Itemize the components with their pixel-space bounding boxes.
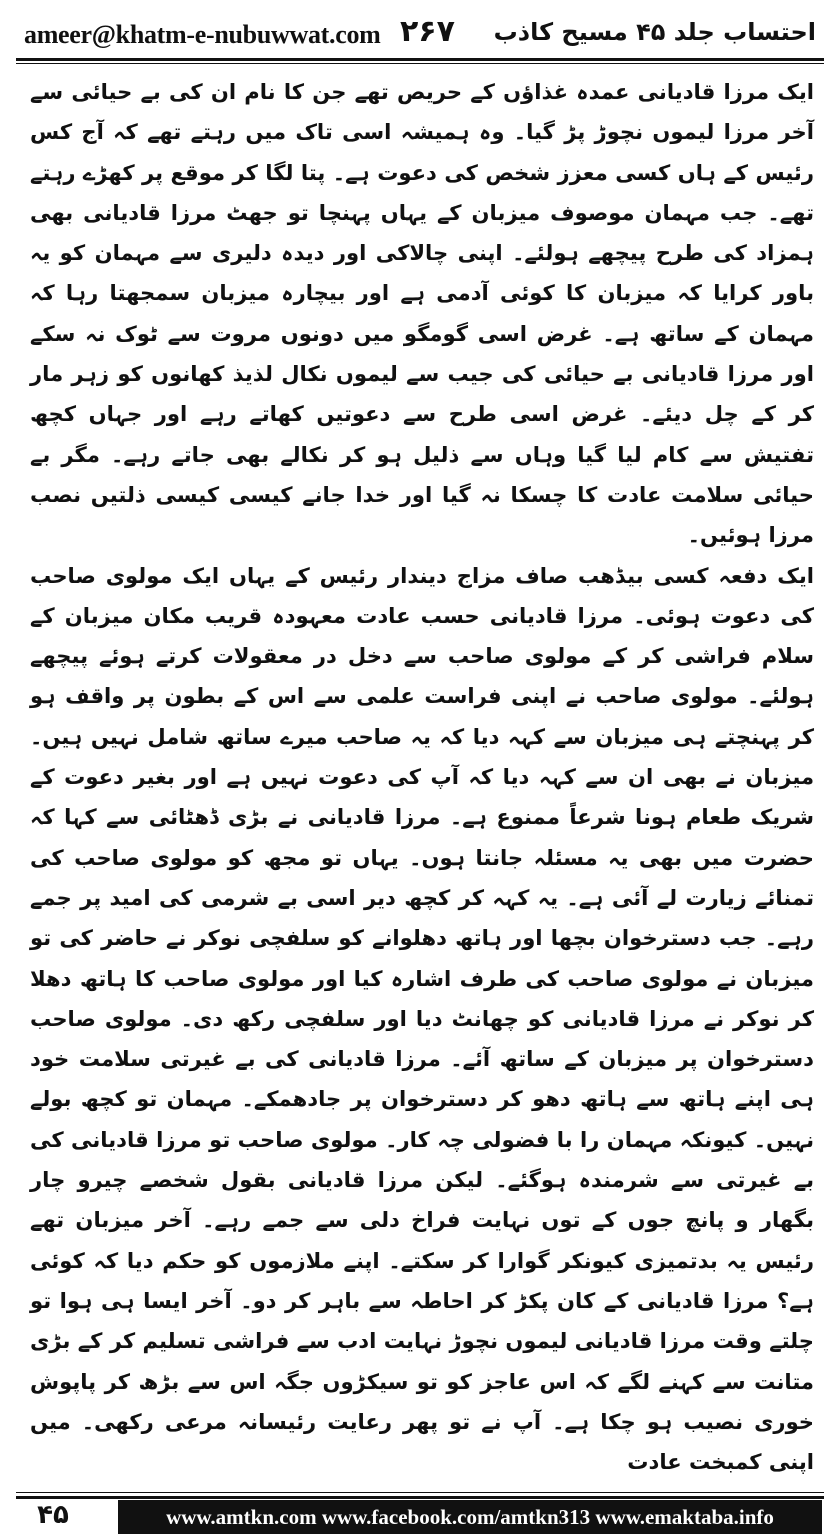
header-email: ameer@khatm-e-nubuwwat.com	[24, 20, 381, 49]
body-text	[30, 72, 814, 1482]
footer-book-page: ۴۵	[37, 1500, 69, 1530]
paragraph-1: ایک مرزا قادیانی عمدہ غذاؤں کے حریص تھے جن کا نام ان کی بے حیائی سے آخر مرزا لیموں نچوڑ پڑ گیا۔ وہ ہمیشہ اسی تاک میں رہتے تھے کہ آج کس رئیس کے ہاں کسی معزز شخص کی دعوت ہے۔ پتا لگا کر موقع پر کھڑے رہتے تھے۔ جب مہمان موصوف میزبان کے یہاں پہنچا تو جھٹ مرزا قادیانی بھی ہمزاد کی طرح پیچھے ہولئے۔ اپنی چالاکی اور دیدہ دلیری سے مہمان کو یہ باور کرایا کہ میزبان کا کوئی آدمی ہے اور بیچارہ میزبان سمجھتا رہا کہ مہمان کے ساتھ ہے۔ غرض اسی گومگو میں دونوں مروت سے ٹوک نہ سکے اور مرزا قادیانی بے حیائی کی جیب سے لیموں نکال لذیذ کھانوں کو زہر مار کر کے چل دیئے۔ غرض اسی طرح سے دعوتیں کھاتے رہے اور جہاں کچھ تفتیش سے کام لیا گیا وہاں سے ذلیل ہو کر نکالے بھی جاتے رہے۔ مگر بے حیائی سلامت عادت کا چسکا نہ گیا اور خدا جانے کیسی کیسی ذلتیں نصب مرزا ہوئیں۔	[30, 79, 814, 548]
header-rule-thin	[16, 63, 824, 64]
header-page-number: ۲۶۷	[400, 14, 455, 49]
page-header	[18, 14, 822, 54]
footer-urls: www.amtkn.com www.facebook.com/amtkn313 www.emaktaba.info	[118, 1500, 822, 1534]
header-rule	[16, 58, 824, 61]
header-book-title: احتساب جلد ۴۵ مسیح کاذب	[493, 18, 816, 46]
footer-rule	[16, 1496, 824, 1499]
footer-rule-thin	[16, 1492, 824, 1493]
paragraph-2: ایک دفعہ کسی بیڈھب صاف مزاج دیندار رئیس کے یہاں ایک مولوی صاحب کی دعوت ہوئی۔ مرزا قادیانی حسب عادت معہودہ قریب مکان میزبان کے سلام فراشی کر کے مولوی صاحب سے دخل در معقولات کرتے ہوئے پیچھے ہولئے۔ مولوی صاحب نے اپنی فراست علمی سے اس کے بطون پر واقف ہو کر پہنچتے ہی میزبان سے کہہ دیا کہ یہ صاحب میرے ساتھ شامل نہیں ہیں۔ میزبان نے بھی ان سے کہہ دیا کہ آپ کی دعوت نہیں ہے اور بغیر دعوت کے شریک طعام ہونا شرعاً ممنوع ہے۔ مرزا قادیانی نے بڑی ڈھٹائی سے کہا کہ حضرت میں بھی یہ مسئلہ جانتا ہوں۔ یہاں تو مجھ کو مولوی صاحب کی تمنائے زیارت لے آئی ہے۔ یہ کہہ کر کچھ دیر اسی بے شرمی کی امید پر جمے رہے۔ جب دسترخوان بچھا اور ہاتھ دھلوانے کو سلفچی نوکر نے حاضر کی تو میزبان نے مولوی صاحب کی طرف اشارہ کیا اور مولوی صاحب کا ہاتھ دھلا کر نوکر نے مرزا قادیانی کو چھانٹ دیا اور سلفچی رکھ دی۔ مولوی صاحب دسترخوان پر میزبان کے ساتھ آئے۔ مرزا قادیانی کی بے غیرتی سلامت خود ہی اپنے ہاتھ سے ہاتھ دھو کر دسترخوان پر جادھمکے۔ مہمان تو کچھ بولے نہیں۔ کیونکہ مہمان را با فضولی چہ کار۔ مولوی صاحب تو مرزا قادیانی کی بے غیرتی سے شرمندہ ہوگئے۔ لیکن مرزا قادیانی بقول شخصے چیرو چار بگھار و پانچ جوں کے توں نہایت فراخ دلی سے جمے رہے۔ آخر میزبان تھے رئیس یہ بدتمیزی کیونکر گوارا کر سکتے۔ اپنے ملازموں کو حکم دیا کہ کوئی ہے؟ مرزا قادیانی کے کان پکڑ کر احاطہ سے باہر کر دو۔ آخر ایسا ہی ہوا تو چلتے وقت مرزا قادیانی لیموں نچوڑ نہایت ادب سے فراشی تسلیم کر کے بڑی متانت سے کہنے لگے کہ اس عاجز کو تو سیکڑوں جگہ اس سے بڑھ کر پاپوش خوری نصیب ہو چکا ہے۔ آپ نے تو پھر رعایت رئیسانہ مرعی رکھی۔ میں اپنی کمبخت عادت	[30, 562, 814, 1475]
